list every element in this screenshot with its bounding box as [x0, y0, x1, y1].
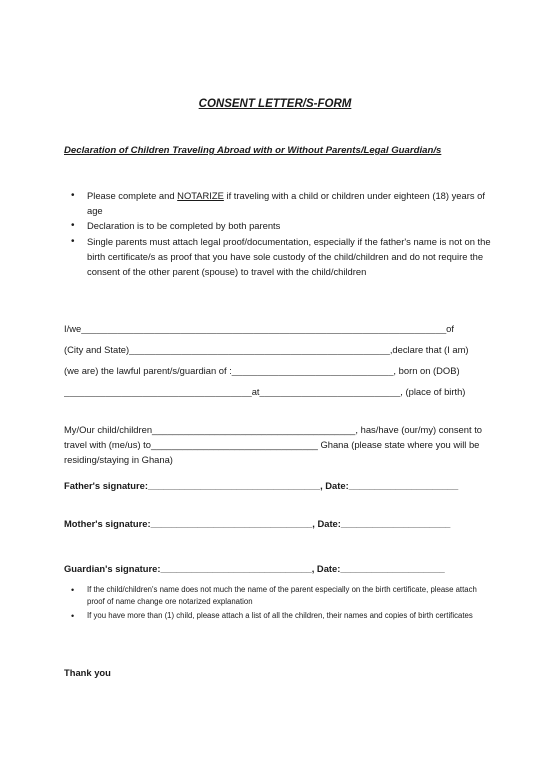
closing-text: Thank you — [64, 667, 111, 678]
form-subtitle: Declaration of Children Traveling Abroad with or Without Parents/Legal Guardian/s — [64, 145, 442, 156]
declaration-city-line: (City and State)__________________________________________________,declare that (I am) — [64, 344, 469, 355]
instructions-list — [64, 188, 496, 279]
guardian-signature-line: Guardian's signature:_____________________________, Date:____________________ — [64, 563, 445, 574]
mother-signature-line: Mother's signature:_______________________________, Date:_____________________ — [64, 518, 451, 529]
notes-list — [64, 584, 496, 623]
instruction-item: • Declaration is to be completed by both parents — [64, 218, 496, 233]
instruction-text: if traveling with a child or children under eighteen (18) years of age — [87, 190, 485, 217]
consent-paragraph: My/Our child/children_______________________________________, has/have (our/my) consent to travel with (me/us) to________________________________ Ghana (please state where you will be residing/staying in Ghana) — [64, 424, 483, 466]
declaration-guardian-line: (we are) the lawful parent/s/guardian of :_______________________________, born on (DOB) — [64, 365, 460, 376]
declaration-name-line: I/we______________________________________________________________________of — [64, 323, 454, 334]
notarize-emphasis: NOTARIZE — [177, 190, 224, 201]
father-signature-line: Father's signature:_________________________________, Date:_____________________ — [64, 480, 459, 491]
note-item: • If the child/children's name does not much the name of the parent especially on the birth certificate, please attach proof of name change ore notarized explanation — [64, 584, 496, 609]
instruction-item — [64, 188, 496, 218]
declaration-birth-line: ____________________________________at___________________________, (place of birth) — [64, 386, 466, 397]
instruction-text: Please complete and — [87, 190, 178, 201]
note-item: • If you have more than (1) child, please attach a list of all the children, their names and copies of birth certificates — [64, 610, 496, 622]
page-title: CONSENT LETTER/S-FORM — [198, 98, 352, 110]
instruction-item: • Single parents must attach legal proof/documentation, especially if the father's name is not on the birth certificate/s as proof that you have sole custody of the child/children and do not require the consent of the other parent (spouse) to travel with the child/children — [64, 234, 496, 280]
